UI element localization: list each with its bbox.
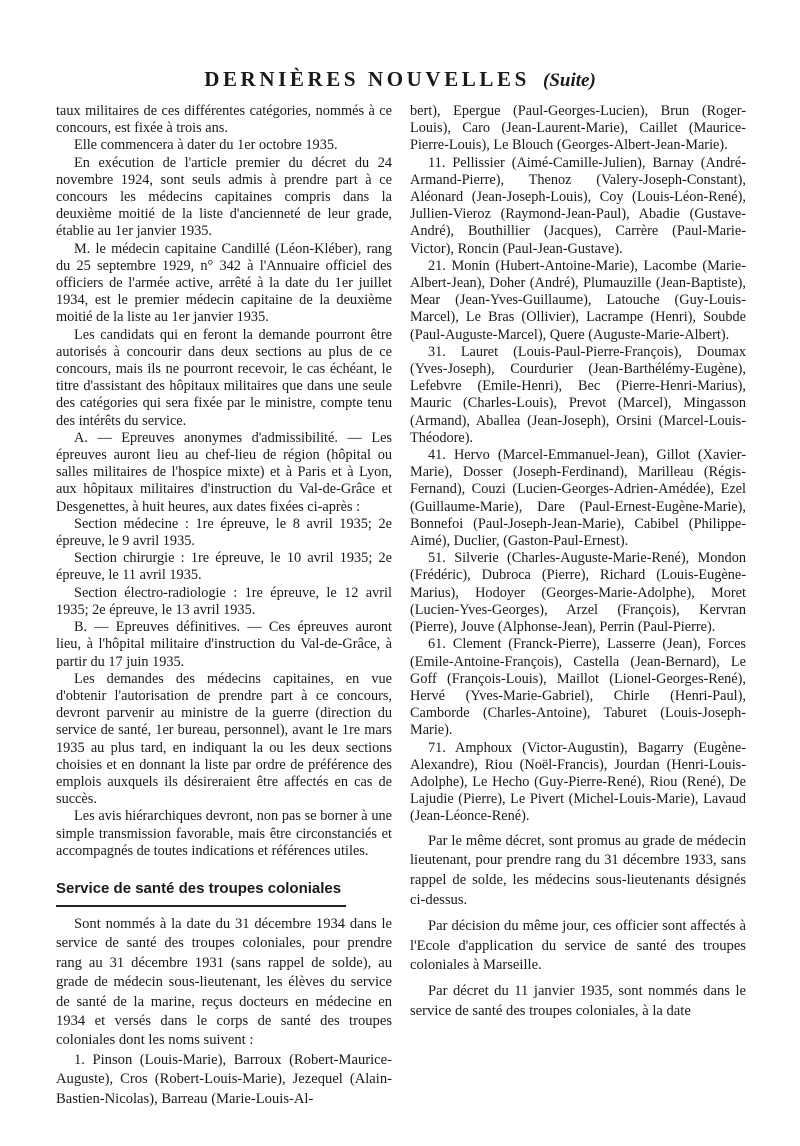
paragraph: Par décret du 11 janvier 1935, sont nommés dans le service de santé des troupes coloniales, à la date	[410, 983, 746, 1019]
paragraph: 61. Clement (Franck-Pierre), Lasserre (Jean), Forces (Emile-Antoine-François), Castella (Jean-Bernard), Le Goff (François-Louis), Maillot (Lionel-Georges-René), Hervé (Yves-Marie-Gabriel), Chirle (Henri-Paul), Camborde (Charles-Antoine), Taburet (Louis-Joseph-Marie).	[410, 636, 746, 739]
paragraph: 51. Silverie (Charles-Auguste-Marie-René), Mondon (Frédéric), Dubroca (Pierre), Richard (Louis-Eugène-Marius), Hodoyer (Georges-Marie-Adolphe), Moret (Lucien-Yves-Georges), Arzel (François), Kervran (Pierre), Jouve (Alphonse-Jean), Perrin (Paul-Pierre).	[410, 550, 746, 636]
paragraph: 11. Pellissier (Aimé-Camille-Julien), Barnay (André-Armand-Pierre), Thenoz (Valery-Joseph-Constant), Aléonard (Jean-Joseph-Louis), Coy (Louis-Léon-René), Jullien-Vieroz (Raymond-Jean-Paul), Abadie (Gustave-André), Bouthillier (Jacques), Carrère (Paul-Marie-Victor), Roncin (Paul-Jean-Gustave).	[410, 154, 746, 257]
section-heading	[56, 879, 392, 907]
header-suite: (Suite)	[543, 70, 596, 91]
paragraph: Les avis hiérarchiques devront, non pas se borner à une simple transmission favorable, mais être circonstanciés et accompagnés de toutes indications et références utiles.	[56, 808, 392, 859]
paragraph: Par décision du même jour, ces officier sont affectés à l'Ecole d'application du service de santé des troupes coloniales à Marseille.	[410, 917, 746, 974]
page-header	[0, 64, 800, 94]
paragraph: 1. Pinson (Louis-Marie), Barroux (Robert-Maurice-Auguste), Cros (Robert-Louis-Marie), Jezequel (Alain-Bastien-Nicolas), Barreau (Marie-Louis-Al-	[56, 1051, 392, 1107]
paragraph: Section médecine : 1re épreuve, le 8 avril 1935; 2e épreuve, le 9 avril 1935.	[56, 515, 392, 550]
paragraph: 71. Amphoux (Victor-Augustin), Bagarry (Eugène-Alexandre), Riou (Noël-Francis), Jourdan (Henri-Louis-Adolphe), Le Hecho (Guy-Pierre-René), Riou (René), De Lajudie (Pierre), Le Pivert (Michel-Louis-Marie), Lavaud (Jean-Léonce-René).	[410, 739, 746, 825]
paragraph: Section électro-radiologie : 1re épreuve, le 12 avril 1935; 2e épreuve, le 13 avril 1935.	[56, 584, 392, 618]
paragraph: bert), Epergue (Paul-Georges-Lucien), Brun (Roger-Louis), Caro (Jean-Laurent-Marie), Caillet (Maurice-Pierre-Louis), Le Blouch (Georges-Albert-Jean-Marie).	[410, 103, 746, 154]
paragraph: M. le médecin capitaine Candillé (Léon-Kléber), rang du 25 septembre 1929, n° 342 à l'Annuaire officiel des officiers de l'armée active, arrêté à la date du 1er juillet 1934, est le premier médecin capitaine de la deuxième moitié de la liste au 1er janvier 1935.	[56, 240, 392, 326]
paragraph: Sont nommés à la date du 31 décembre 1934 dans le service de santé des troupes coloniales, pour prendre rang au 31 décembre 1931 (sans rappel de solde), au grade de médecin sous-lieutenant, les élèves du service de santé de la marine, reçus docteurs en médecine en 1934 et versés dans le corps de santé des troupes coloniales dont les noms suivent :	[56, 915, 392, 1049]
paragraph: A. — Epreuves anonymes d'admissibilité. — Les épreuves auront lieu au chef-lieu de région (hôpital ou salles militaires de l'hospice mixte) et à Paris et à Lyon, aux hôpitaux militaires d'instruction du Val-de-Grâce et Desgenettes, à huit heures, aux dates fixées ci-après :	[56, 429, 392, 515]
header-title: DERNIÈRES NOUVELLES	[204, 67, 530, 91]
paragraph: Par le même décret, sont promus au grade de médecin lieutenant, pour prendre rang du 31 décembre 1933, sans rappel de solde, les médecins sous-lieutenants désignés ci-dessus.	[410, 832, 746, 908]
paragraph: B. — Epreuves définitives. — Ces épreuves auront lieu, à l'hôpital militaire d'instruction du Val-de-Grâce, à partir du 17 juin 1935.	[56, 619, 392, 670]
right-column	[410, 103, 746, 1138]
left-column	[56, 103, 392, 1138]
section-rule	[56, 905, 346, 907]
paragraph: Elle commencera à dater du 1er octobre 1935.	[74, 137, 338, 154]
paragraph: En exécution de l'article premier du décret du 24 novembre 1924, sont seuls admis à prendre part à ce concours les médecins capitaines compris dans la deuxième moitié de la liste d'ancienneté de leur grade, établie au 1er janvier 1935.	[56, 154, 392, 240]
paragraph: 41. Hervo (Marcel-Emmanuel-Jean), Gillot (Xavier-Marie), Dosser (Joseph-Ferdinand), Marilleau (Régis-Fernand), Couzi (Lucien-Georges-Adrien-Amédée), Ezel (Guillaume-Marie), Dare (Paul-Ernest-Eugène-Marie), Bonnefoi (Paul-Joseph-Jean-Marie), Cabibel (Philippe-Aimé), Duclier, (Gaston-Paul-Ernest).	[410, 447, 746, 550]
paragraph: Les candidats qui en feront la demande pourront être autorisés à concourir dans deux sections au plus de ce concours, mais ils ne pourront recevoir, le cas échéant, le titre d'assistant des hôpitaux militaires que dans une seule des catégories qui sera fixée par le ministre, compte tenu des intérêts du service.	[56, 326, 392, 429]
section-heading-text: Service de santé des troupes coloniales	[56, 879, 342, 897]
paragraph: 21. Monin (Hubert-Antoine-Marie), Lacombe (Marie-Albert-Jean), Doher (André), Plumauzille (Jean-Baptiste), Mear (Jean-Yves-Guillaume), Latouche (Guy-Louis-Marcel), Le Bras (Ollivier), Lacrampe (Henri), Soubde (Paul-Auguste-Marcel), Quere (Auguste-Marie-Albert).	[410, 257, 746, 343]
paragraph: Section chirurgie : 1re épreuve, le 10 avril 1935; 2e épreuve, le 11 avril 1935.	[56, 550, 392, 584]
paragraph: taux militaires de ces différentes catégories, nommés à ce concours, est fixée à trois ans.	[56, 103, 392, 137]
paragraph: 31. Lauret (Louis-Paul-Pierre-François), Doumax (Yves-Joseph), Courdurier (Jean-Barthélémy-Eugène), Lefebvre (Emile-Henri), Bec (Pierre-Henri-Marius), Mauric (Charles-Louis), Prevot (Marcel), Mingasson (Armand), Aballea (Jean-Joseph), Orsini (Marcel-Louis-Théodore).	[410, 343, 746, 446]
paragraph: Les demandes des médecins capitaines, en vue d'obtenir l'autorisation de prendre part à ce concours, devront parvenir au ministre de la guerre (direction du service de santé, 1er bureau, personnel), avant le 1re mars 1935 au plus tard, en indiquant la ou les deux sections choisies et en donnant la liste par ordre de préférence des emplois auxquels ils désireraient être affectés en cas de succès.	[56, 670, 392, 808]
